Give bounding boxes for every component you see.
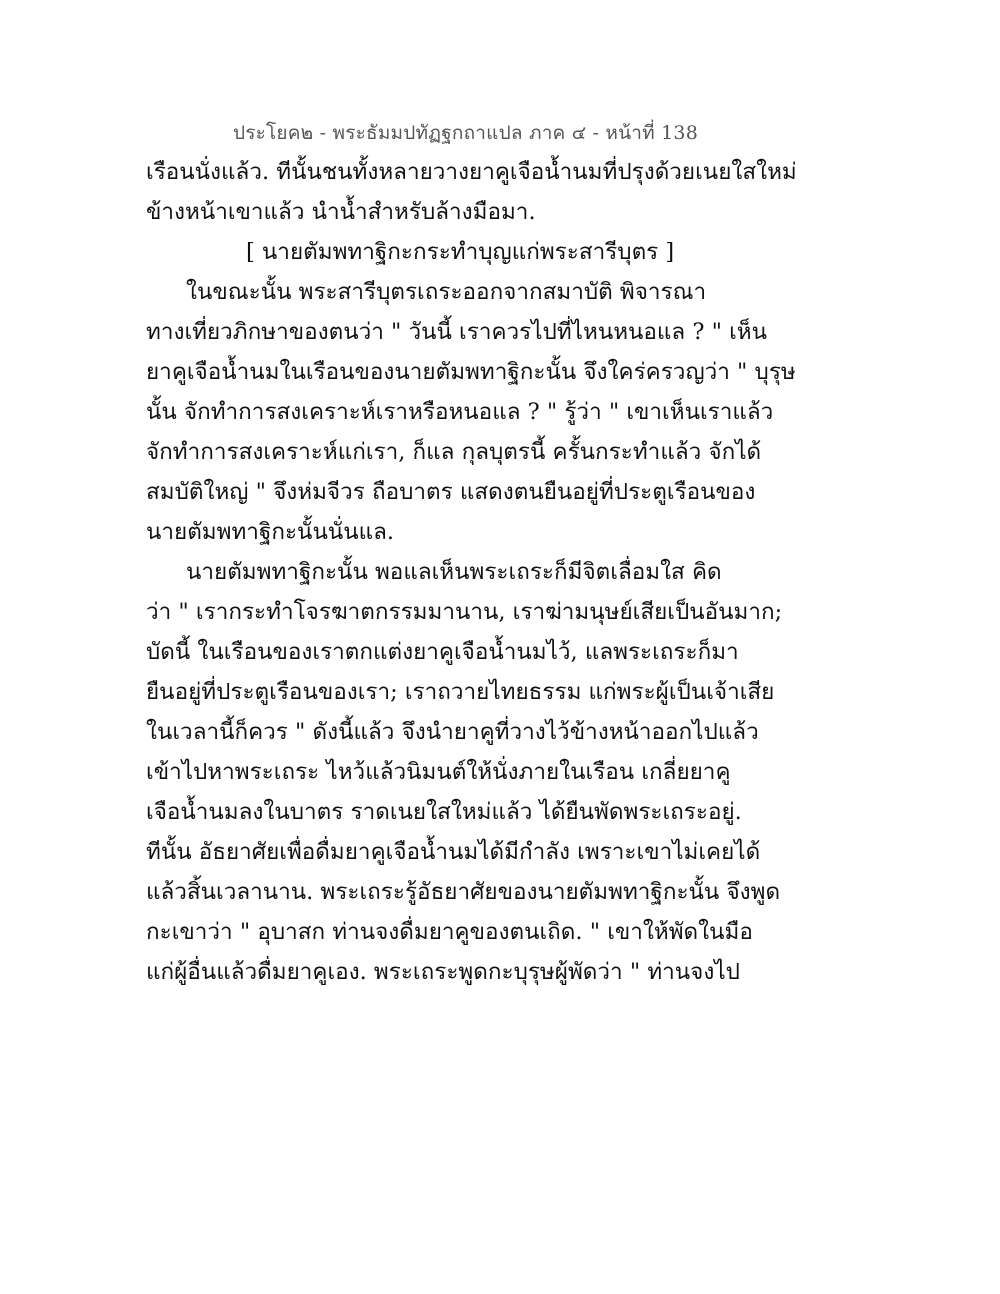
- text-line: นายตัมพทาฐิกะนั้นนั่นแล.: [146, 519, 395, 545]
- text-line: แก่ผู้อื่นแล้วดื่มยาคูเอง. พระเถระพูดกะบุรุษผู้พัดว่า " ท่านจงไป: [146, 959, 740, 985]
- text-line: กะเขาว่า " อุบาสก ท่านจงดื่มยาคูของตนเถิด. " เขาให้พัดในมือ: [146, 919, 753, 945]
- text-line: แล้วสิ้นเวลานาน. พระเถระรู้อัธยาศัยของนายตัมพทาฐิกะนั้น จึงพูด: [146, 879, 781, 905]
- text-line: บัดนี้ ในเรือนของเราตกแต่งยาคูเจือน้ำนมไว้, แลพระเถระก็มา: [146, 639, 739, 665]
- text-line: นั้น จักทำการสงเคราะห์เราหรือหนอแล ? " รู้ว่า " เขาเห็นเราแล้ว: [146, 399, 774, 425]
- running-header: ประโยค๒ - พระธัมมปทัฏฐกถาแปล ภาค ๔ - หน้าที่ 138: [232, 122, 698, 144]
- text-line: จักทำการสงเคราะห์แก่เรา, ก็แล กุลบุตรนี้ ครั้นกระทำแล้ว จักได้: [146, 439, 762, 465]
- text-line: ทางเที่ยวภิกษาของตนว่า " วันนี้ เราควรไปที่ไหนหนอแล ? " เห็น: [146, 319, 767, 345]
- text-line: ข้างหน้าเขาแล้ว นำน้ำสำหรับล้างมือมา.: [146, 199, 536, 225]
- text-line: เข้าไปหาพระเถระ ไหว้แล้วนิมนต์ให้นั่งภายในเรือน เกลี่ยยาคู: [146, 759, 731, 785]
- text-line: ว่า " เรากระทำโจรฆาตกรรมมานาน, เราฆ่ามนุษย์เสียเป็นอันมาก;: [146, 599, 783, 625]
- paragraph-start-line: นายตัมพทาฐิกะนั้น พอแลเห็นพระเถระก็มีจิตเลื่อมใส คิด: [186, 559, 722, 585]
- text-line: สมบัติใหญ่ " จึงห่มจีวร ถือบาตร แสดงตนยืนอยู่ที่ประตูเรือนของ: [146, 479, 756, 505]
- paragraph-start-line: ในขณะนั้น พระสารีบุตรเถระออกจากสมาบัติ พิจารณา: [186, 279, 707, 305]
- page-body: [146, 152, 797, 992]
- section-heading: [ นายตัมพทาฐิกะกระทำบุญแก่พระสารีบุตร ]: [246, 239, 675, 265]
- text-line: ยาคูเจือน้ำนมในเรือนของนายตัมพทาฐิกะนั้น จึงใคร่ครวญว่า " บุรุษ: [146, 359, 796, 385]
- text-line: ในเวลานี้ก็ควร " ดังนี้แล้ว จึงนำยาคูที่วางไว้ข้างหน้าออกไปแล้ว: [146, 719, 759, 745]
- text-line: ทีนั้น อัธยาศัยเพื่อดื่มยาคูเจือน้ำนมได้มีกำลัง เพราะเขาไม่เคยได้: [146, 839, 761, 865]
- text-line: ยืนอยู่ที่ประตูเรือนของเรา; เราถวายไทยธรรม แก่พระผู้เป็นเจ้าเสีย: [146, 679, 775, 705]
- text-line: เจือน้ำนมลงในบาตร ราดเนยใสใหม่แล้ว ได้ยืนพัดพระเถระอยู่.: [146, 799, 742, 825]
- text-line: เรือนนั่งแล้ว. ทีนั้นชนทั้งหลายวางยาคูเจือน้ำนมที่ปรุงด้วยเนยใสใหม่: [146, 159, 797, 185]
